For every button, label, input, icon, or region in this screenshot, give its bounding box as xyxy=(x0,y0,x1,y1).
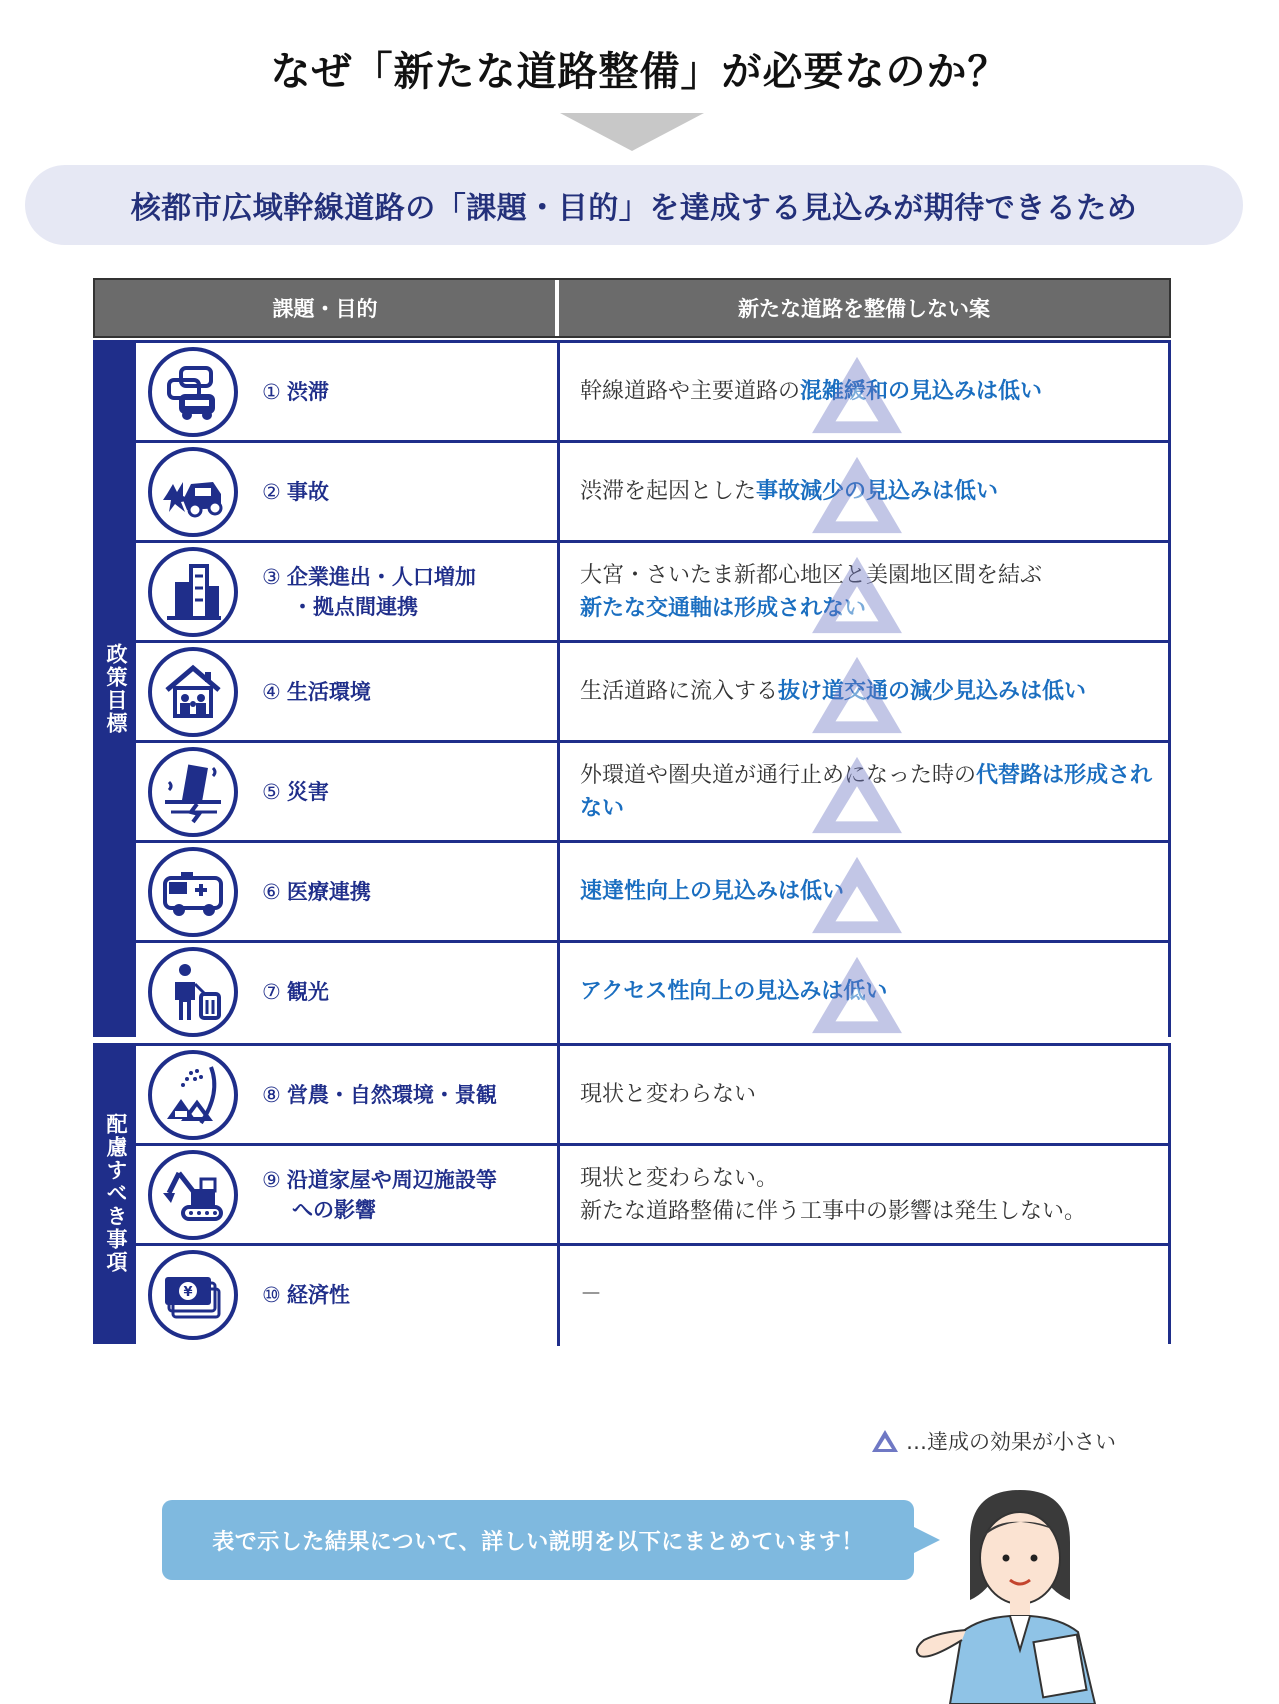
assessment-text xyxy=(580,1162,1086,1228)
car-crash-icon xyxy=(148,447,238,537)
assessment-plain: 渋滞を起因とした xyxy=(580,479,757,504)
assessment-cell xyxy=(560,843,1168,940)
issue-label xyxy=(262,877,371,907)
issue-number: ⑨ xyxy=(262,1167,281,1192)
table-row xyxy=(136,343,1168,443)
group-label-considerations: 配慮すべき事項 xyxy=(96,1046,136,1341)
header-no-new-road-plan: 新たな道路を整備しない案 xyxy=(738,297,990,321)
assessment-highlight: 抜け道交通の減少見込みは低い xyxy=(778,679,1087,704)
issue-cell xyxy=(136,843,557,940)
table-row xyxy=(136,943,1168,1043)
assessment-text xyxy=(580,1078,756,1111)
issue-number: ③ xyxy=(262,564,281,589)
issue-cell xyxy=(136,343,557,440)
issue-number: ⑤ xyxy=(262,779,281,804)
issue-number: ⑥ xyxy=(262,879,281,904)
issue-number: ② xyxy=(262,479,281,504)
page-title: なぜ「新たな道路整備」が必要なのか？ xyxy=(270,49,1009,95)
issue-title: 災害 xyxy=(286,779,329,804)
group-label-policy-goals: 政策目標 xyxy=(96,343,136,1034)
triangle-icon xyxy=(870,1428,900,1454)
column-divider xyxy=(557,443,560,543)
header-issues-purpose: 課題・目的 xyxy=(95,280,559,336)
assessment-text xyxy=(580,759,1162,825)
issue-label xyxy=(262,1280,350,1310)
issue-cell xyxy=(136,743,557,840)
column-divider xyxy=(557,743,560,843)
group-considerations xyxy=(93,1043,1171,1344)
assessment-plain: 幹線道路や主要道路の xyxy=(580,379,801,404)
assessment-highlight: 事故減少の見込みは低い xyxy=(756,479,999,504)
assessment-text xyxy=(580,875,844,908)
table-row xyxy=(136,843,1168,943)
table-row xyxy=(136,743,1168,843)
issue-number: ⑧ xyxy=(262,1082,281,1107)
conclusion-banner: 核都市広域幹線道路の「課題・目的」を達成する見込みが期待できるため xyxy=(25,165,1243,245)
issue-cell xyxy=(136,543,557,640)
issue-number: ⑦ xyxy=(262,979,281,1004)
legend xyxy=(870,1426,1116,1456)
assessment-highlight: 混雑緩和の見込みは低い xyxy=(800,379,1043,404)
issue-title: 渋滞 xyxy=(286,379,329,404)
assessment-text xyxy=(580,559,1042,625)
assessment-cell xyxy=(560,743,1168,840)
table-row xyxy=(136,1146,1168,1246)
assessment-text xyxy=(580,475,998,508)
assessment-cell xyxy=(560,1246,1168,1343)
issue-title: 企業進出・人口増加 xyxy=(286,564,476,589)
excavator-icon xyxy=(148,1150,238,1240)
issue-title-line2: ・拠点間連携 xyxy=(292,594,418,619)
table-row xyxy=(136,1046,1168,1146)
assessment-plain: 外環道や圏央道が通行止めになった時の xyxy=(580,762,977,788)
assessment-cell xyxy=(560,643,1168,740)
assessment-highlight: 代替路は形成されない xyxy=(580,762,1153,821)
issue-number: ① xyxy=(262,379,281,404)
assessment-plain-line2: 新たな道路整備に伴う工事中の影響は発生しない。 xyxy=(580,1198,1087,1224)
issue-title: 営農・自然環境・景観 xyxy=(286,1082,497,1107)
legend-text: …達成の効果が小さい xyxy=(906,1430,1116,1454)
issue-label xyxy=(262,777,329,807)
column-divider xyxy=(557,1246,560,1346)
assessment-plain: 大宮・さいたま新都心地区と美園地区間を結ぶ xyxy=(580,562,1043,588)
issue-label xyxy=(262,1080,497,1110)
assessment-plain: 生活道路に流入する xyxy=(580,679,779,704)
traffic-jam-icon xyxy=(148,347,238,437)
assessment-text xyxy=(580,675,1086,708)
issue-cell xyxy=(136,1046,557,1143)
speech-bubble: 表で示した結果について、詳しい説明を以下にまとめています！ xyxy=(162,1500,914,1580)
assessment-text xyxy=(580,975,887,1008)
issue-label xyxy=(262,477,329,507)
assessment-plain: 現状と変わらない xyxy=(580,1082,757,1107)
issue-cell xyxy=(136,643,557,740)
column-divider xyxy=(557,843,560,943)
house-family-icon xyxy=(148,647,238,737)
issue-label xyxy=(262,377,329,407)
yen-money-icon xyxy=(148,1250,238,1340)
earthquake-building-icon xyxy=(148,747,238,837)
svg-text:¥: ¥ xyxy=(183,1284,193,1300)
table-row xyxy=(136,543,1168,643)
issue-cell xyxy=(136,943,557,1040)
issue-title: 医療連携 xyxy=(286,879,371,904)
issue-cell xyxy=(136,1246,557,1343)
assessment-cell xyxy=(560,943,1168,1040)
assessment-cell xyxy=(560,1046,1168,1143)
issue-cell xyxy=(136,443,557,540)
column-divider xyxy=(557,1146,560,1246)
issue-title-line2: への影響 xyxy=(292,1197,376,1222)
assessment-cell xyxy=(560,543,1168,640)
column-divider xyxy=(557,643,560,743)
column-divider xyxy=(557,343,560,443)
issue-number: ⑩ xyxy=(262,1282,281,1307)
issue-title: 事故 xyxy=(286,479,329,504)
assessment-plain: － xyxy=(580,1282,603,1307)
assessment-highlight: 速達性向上の見込みは低い xyxy=(580,879,845,904)
table-row xyxy=(136,643,1168,743)
issue-label xyxy=(262,1165,497,1225)
rice-farming-icon xyxy=(148,1050,238,1140)
assessment-highlight: アクセス性向上の見込みは低い xyxy=(580,979,888,1004)
table-row xyxy=(136,1246,1168,1346)
issue-number: ④ xyxy=(262,679,281,704)
assessment-plain: 現状と変わらない。 xyxy=(580,1165,779,1191)
ambulance-icon xyxy=(148,847,238,937)
assessment-cell xyxy=(560,1146,1168,1243)
issue-title: 経済性 xyxy=(286,1282,350,1307)
table-header xyxy=(93,278,1171,338)
table-row xyxy=(136,443,1168,543)
issue-label xyxy=(262,977,329,1007)
issue-title: 生活環境 xyxy=(286,679,371,704)
issue-label xyxy=(262,562,476,622)
assessment-text xyxy=(580,375,1042,408)
column-divider xyxy=(557,1046,560,1146)
presenter-woman-illustration xyxy=(910,1480,1140,1704)
issue-title: 沿道家屋や周辺施設等 xyxy=(286,1167,497,1192)
buildings-icon xyxy=(148,547,238,637)
issue-label xyxy=(262,677,371,707)
traveler-icon xyxy=(148,947,238,1037)
assessment-text xyxy=(580,1278,602,1311)
assessment-cell xyxy=(560,343,1168,440)
issue-cell xyxy=(136,1146,557,1243)
issue-title: 観光 xyxy=(286,979,329,1004)
assessment-highlight: 新たな交通軸は形成されない xyxy=(580,595,867,621)
assessment-cell xyxy=(560,443,1168,540)
down-arrow-icon xyxy=(560,113,704,151)
group-policy-goals xyxy=(93,340,1171,1037)
column-divider xyxy=(557,943,560,1043)
column-divider xyxy=(557,543,560,643)
